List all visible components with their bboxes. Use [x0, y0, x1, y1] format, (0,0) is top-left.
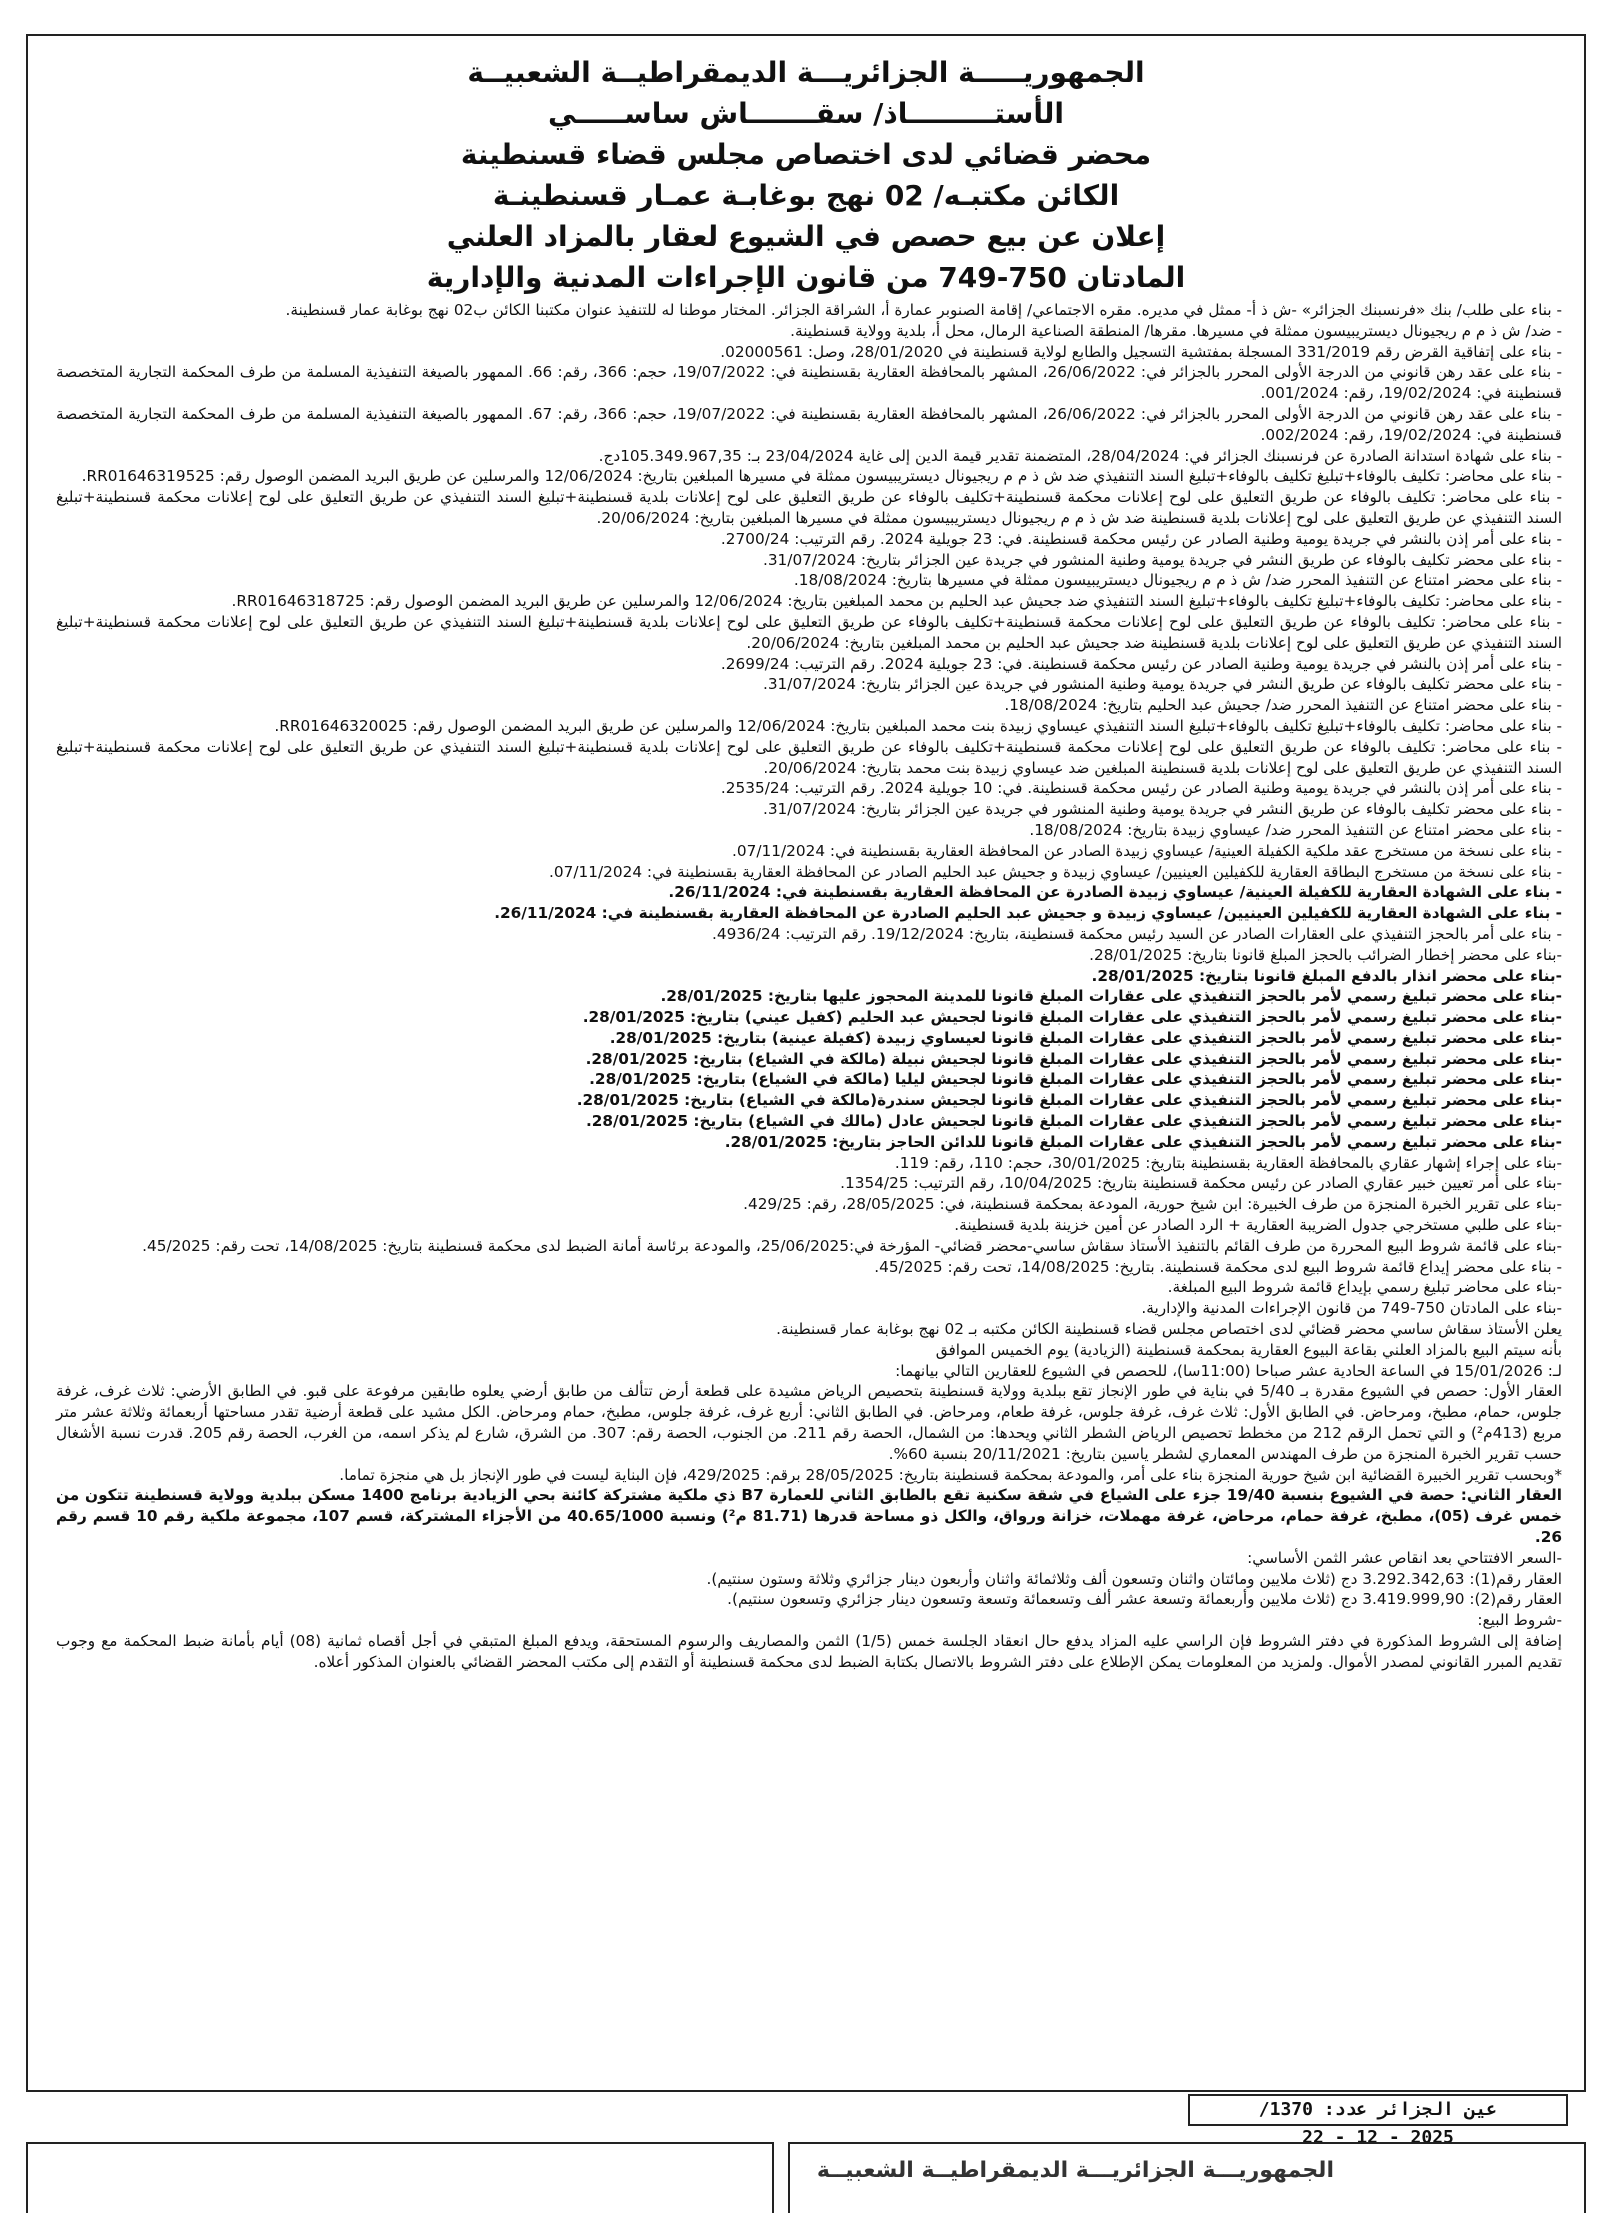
paragraph: - بناء على أمر إذن بالنشر في جريدة يومية وطنية الصادر عن رئيس محكمة قسنطينة. في: 23 جويلية 2024. رقم الترتيب: 2700/24. — [720, 529, 1562, 548]
header-announcement-title: إعلان عن بيع حصص في الشيوع لعقار بالمزاد العلني — [446, 220, 1166, 253]
paragraph: -بناء على طلبي مستخرجي جدول الضريبة العقارية + الرد الصادر عن أمين خزينة بلدية قسنطينة. — [954, 1216, 1562, 1235]
paragraph: - بناء على محاضر: تكليف بالوفاء+تبليغ تكليف بالوفاء+تبليغ السند التنفيذي ضد ش ذ م م ريجيونال ديستريبيسون ممثلة في مسيرها المبلغين بتاريخ: 12/06/2024 والمرسلين عن طريق البريد المضمن الوصول رقم: RR01646319525. — [81, 467, 1562, 486]
paragraph: -بناء على محضر إخطار الضرائب بالحجز المبلغ قانونا بتاريخ: 28/01/2025. — [1089, 945, 1562, 964]
paragraph: -بناء على إجراء إشهار عقاري بالمحافظة العقارية بقسنطينة بتاريخ: 30/01/2025، حجم: 110، رقم: 119. — [894, 1153, 1562, 1172]
paragraph: -بناء على محضر تبليغ رسمي لأمر بالحجز التنفيذي على عقارات المبلغ قانونا لعيساوي زبيدة (كفيلة عينية) بتاريخ: 28/01/2025. — [609, 1028, 1562, 1047]
paragraph: -بناء على محضر تبليغ رسمي لأمر بالحجز التنفيذي على عقارات المبلغ قانونا للمدينة المحجوز عليها بتاريخ: 28/01/2025. — [660, 987, 1562, 1006]
paragraph: - بناء على شهادة استدانة الصادرة عن فرنسبنك الجزائر في: 28/04/2024، المتضمنة تقدير قيمة الدين إلى غاية 23/04/2024 بـ: 105.349.967,35دج. — [598, 446, 1562, 465]
paragraph: *وبحسب تقرير الخبيرة القضائية ابن شيخ حورية المنجزة بناء على أمر، والمودعة بمحكمة قسنطينة بتاريخ: 28/05/2025 برقم: 429/2025، فإن البناية ليست في طور الإنجاز بل هي منجزة تماما. — [339, 1465, 1562, 1484]
paragraph: - بناء على محضر تكليف بالوفاء عن طريق النشر في جريدة يومية وطنية المنشور في جريدة عين الجزائر بتاريخ: 31/07/2024. — [762, 675, 1562, 694]
paragraph: إضافة إلى الشروط المذكورة في دفتر الشروط فإن الراسي عليه المزاد يدفع حال انعقاد الجلسة خمس (1/5) الثمن والمصاريف والرسوم المستحقة، ويدفع المبلغ المتبقي في أجل أقصاه ثمانية (08) أيام بأمانة ضبط المحكمة مع وجوب تقديم المبرر القانوني لمصدر الأموال. ولمزيد من المعلومات يمكن الإطلاع على دفتر الشروط بالاتصال بكتابة الضبط لدى محكمة قسنطينة أو التقدم إلى مكتب المحضر القضائي بالعنوان المذكور أعلاه. — [56, 1632, 1562, 1671]
paragraph: - بناء على محاضر: تكليف بالوفاء+تبليغ تكليف بالوفاء+تبليغ السند التنفيذي عيساوي زبيدة بنت محمد المبلغين بتاريخ: 12/06/2024 والمرسلين عن طريق البريد المضمن الوصول رقم: RR01646320025. — [274, 716, 1562, 735]
paragraph: -بناء على محضر تبليغ رسمي لأمر بالحجز التنفيذي على عقارات المبلغ قانونا لجحيش عادل (مالك في الشياع) بتاريخ: 28/01/2025. — [585, 1112, 1562, 1131]
paragraph: - بناء على أمر بالحجز التنفيذي على العقارات الصادر عن السيد رئيس محكمة قسنطينة، بتاريخ: 19/12/2024. رقم الترتيب: 4936/24. — [712, 924, 1562, 943]
paragraph: - ضد/ ش ذ م م ريجيونال ديستريبيسون ممثلة في مسيرها. مقرها/ المنطقة الصناعية الرمال، محل أ، بلدية وولاية قسنطينة. — [790, 321, 1562, 340]
paragraph: - بناء على محضر إيداع قائمة شروط البيع لدى محكمة قسنطينة. بتاريخ: 14/08/2025، تحت رقم: 45/2025. — [874, 1257, 1562, 1276]
paragraph: العقار الثاني: حصة في الشيوع بنسبة 19/40 جزء على الشياع في شقة سكنية تقع بالطابق الثاني للعمارة B7 ذي ملكية مشتركة كائنة بحي الزيادية برنامج 1400 مسكن ببلدية وولاية قسنطينة تتكون من خمس غرف (05)، مطبخ، غرفة حمام، مرحاض، غرفة مهملات، خزانة ورواق، والكل ذو مساحة قدرها (81.71 م²) ونسبة 40.65/1000 من الأجزاء المشتركة، قسم 107، مجموعة ملكية رقم 10 قسم رقم 26. — [56, 1486, 1562, 1547]
paragraph: - بناء على طلب/ بنك «فرنسبنك الجزائر» -ش ذ أ- ممثل في مديره. مقره الاجتماعي/ إقامة الصنوبر عمارة أ، الشراقة الجزائر. المختار موطنا له للتنفيذ عنوان مكتبنا الكائن ب02 نهج بوغابة عمار قسنطينة. — [285, 301, 1562, 319]
next-header-fragment: الجمهوريـــة الجزائريـــة الديمقراطيــة الشعبيــة — [816, 2158, 1334, 2183]
paragraph: - بناء على عقد رهن قانوني من الدرجة الأولى المحرر بالجزائر في: 26/06/2022، المشهر بالمحافظة العقارية بقسنطينة في: 19/07/2022، حجم: 366، رقم: 66. الممهور بالصيغة التنفيذية المسلمة من طرف المحكمة التجارية المتخصصة قسنطينة في: 19/02/2024، رقم: 001/2024. — [56, 363, 1563, 403]
paragraph: - بناء على محاضر: تكليف بالوفاء عن طريق التعليق على لوح إعلانات محكمة قسنطينة+تكليف بالوفاء عن طريق التعليق على لوح إعلانات بلدية قسنطينة+تبليغ السند التنفيذي عن طريق التعليق على لوح إعلانات محكمة قسنطينة+تبليغ السند التنفيذي عن طريق التعليق على لوح إعلانات بلدية قسنطينة ضد ش ذ م م ريجيونال ديستريبيسون ممثلة في مسيرها المبلغين بتاريخ: 20/06/2024. — [56, 488, 1562, 527]
paragraph: العقار رقم(2): 3.419.999,90 دج (ثلاث ملايين وأربعمائة وتسعة عشر ألف وتسعمائة وتسعة وتسعون دينار جزائري وتسعون سنتيم). — [727, 1590, 1562, 1609]
header-office-address: الكائن مكتبـه/ 02 نهج بوغابـة عمـار قسنطينـة — [492, 179, 1120, 212]
next-announcement-frame-left — [26, 2142, 774, 2213]
footer-date: 2025 - 12 - 22 — [1302, 2127, 1454, 2148]
paragraph: -بناء على محضر تبليغ رسمي لأمر بالحجز التنفيذي على عقارات المبلغ قانونا للدائن الحاجز بتاريخ: 28/01/2025. — [724, 1132, 1562, 1151]
header-bailiff-title: محضر قضائي لدى اختصاص مجلس قضاء قسنطينة — [460, 138, 1152, 171]
footer-issue: 1370 — [1269, 2099, 1313, 2120]
paragraph: -بناء على تقرير الخبرة المنجزة من طرف الخبيرة: ابن شيخ حورية، المودعة بمحكمة قسنطينة، في: 28/05/2025، رقم: 429/25. — [743, 1195, 1562, 1214]
paragraph: يعلن الأستاذ سقاش ساسي محضر قضائي لدى اختصاص مجلس قضاء قسنطينة الكائن مكتبه بـ 02 نهج بوغابة عمار قسنطينة. — [776, 1320, 1562, 1339]
paragraph: - بناء على أمر إذن بالنشر في جريدة يومية وطنية الصادر عن رئيس محكمة قسنطينة. في: 23 جويلية 2024. رقم الترتيب: 2699/24. — [720, 654, 1562, 673]
paragraph: -بناء على أمر تعيين خبير عقاري الصادر عن رئيس محكمة قسنطينة بتاريخ: 10/04/2025، رقم الترتيب: 1354/25. — [840, 1174, 1562, 1193]
announcement-frame — [26, 34, 1586, 2092]
newspaper-footer: عين الجزائر عدد: 1370/ 2025 - 12 - 22 — [1188, 2094, 1568, 2126]
paragraph: - بناء على محضر امتناع عن التنفيذ المحرر ضد/ ش ذ م م ريجيونال ديستريبيسون ممثلة في مسيرها بتاريخ: 18/08/2024. — [793, 571, 1562, 590]
paragraph: -بناء على محاضر تبليغ رسمي بإيداع قائمة شروط البيع المبلغة. — [1167, 1278, 1562, 1297]
paragraph: - بناء على محضر تكليف بالوفاء عن طريق النشر في جريدة يومية وطنية المنشور في جريدة عين الجزائر بتاريخ: 31/07/2024. — [762, 550, 1562, 569]
paragraph: -بناء على محضر تبليغ رسمي لأمر بالحجز التنفيذي على عقارات المبلغ قانونا لجحيش سندرة(مالكة في الشياع) بتاريخ: 28/01/2025. — [576, 1091, 1562, 1110]
paragraph: -بناء على محضر انذار بالدفع المبلغ قانونا بتاريخ: 28/01/2025. — [1091, 966, 1562, 985]
paragraph: -بناء على محضر تبليغ رسمي لأمر بالحجز التنفيذي على عقارات المبلغ قانونا لجحيش عبد الحليم (كفيل عيني) بتاريخ: 28/01/2025. — [582, 1008, 1562, 1027]
paragraph: - بناء على محاضر: تكليف بالوفاء عن طريق التعليق على لوح إعلانات محكمة قسنطينة+تكليف بالوفاء عن طريق التعليق على لوح إعلانات بلدية قسنطينة+تبليغ السند التنفيذي عن طريق التعليق على لوح إعلانات محكمة قسنطينة+تبليغ السند التنفيذي عن طريق التعليق على لوح إعلانات بلدية قسنطينة المبلغين ضد عيساوي زبيدة بنت محمد بتاريخ: 20/06/2024. — [56, 737, 1562, 777]
paragraph: - بناء على عقد رهن قانوني من الدرجة الأولى المحرر بالجزائر في: 26/06/2022، المشهر بالمحافظة العقارية بقسنطينة في: 19/07/2022، حجم: 366، رقم: 67. الممهور بالصيغة التنفيذية المسلمة من طرف المحكمة التجارية المتخصصة قسنطينة في: 19/02/2024، رقم: 002/2024. — [56, 404, 1563, 444]
paragraph: - بناء على أمر إذن بالنشر في جريدة يومية وطنية الصادر عن رئيس محكمة قسنطينة. في: 10 جويلية 2024. رقم الترتيب: 2535/24. — [720, 779, 1562, 798]
paragraph: - بناء على محاضر: تكليف بالوفاء+تبليغ تكليف بالوفاء+تبليغ السند التنفيذي ضد جحيش عبد الحليم بن محمد المبلغين بتاريخ: 12/06/2024 والمرسلين عن طريق البريد المضمن الوصول رقم: RR01646318725. — [231, 592, 1562, 611]
paragraph: -بناء على محضر تبليغ رسمي لأمر بالحجز التنفيذي على عقارات المبلغ قانونا لجحيش ليليا (مالكة في الشياع) بتاريخ: 28/01/2025. — [589, 1070, 1562, 1089]
paragraph: - بناء على محضر امتناع عن التنفيذ المحرر ضد/ عيساوي زبيدة بتاريخ: 18/08/2024. — [1029, 820, 1562, 839]
paragraph: - بناء على الشهادة العقارية للكفيلين العينيين/ عيساوي زبيدة و جحيش عبد الحليم الصادرة عن المحافظة العقارية بقسنطينة في: 26/11/2024. — [494, 904, 1562, 923]
paragraph: - بناء على نسخة من مستخرج البطاقة العقارية للكفيلين العينيين/ عيساوي زبيدة و جحيش عبد الحليم الصادر عن المحافظة العقارية بقسنطينة في: 07/11/2024. — [549, 862, 1562, 881]
next-announcement-frame-right — [788, 2142, 1586, 2213]
header-republic: الجمهوريـــــة الجزائريـــة الديمقراطيــة الشعبيــة — [467, 56, 1145, 89]
paragraph: لـ: 15/01/2026 في الساعة الحادية عشر صباحا (11:00سا)، للحصص في الشيوع للعقارين التالي بيانهما: — [895, 1361, 1562, 1380]
paragraph: -السعر الافتتاحي بعد انقاص عشر الثمن الأساسي: — [1247, 1548, 1562, 1567]
paragraph: - بناء على إتفاقية القرض رقم 331/2019 المسجلة بمفتشية التسجيل والطابع لولاية قسنطينة في 28/01/2020، وصل: 02000561. — [720, 342, 1562, 361]
paragraph: بأنه سيتم البيع بالمزاد العلني بقاعة البيوع العقارية بمحكمة قسنطينة (الزيادية) يوم الخميس الموافق — [935, 1340, 1562, 1359]
paragraph: - بناء على الشهادة العقارية للكفيلة العينية/ عيساوي زبيدة الصادرة عن المحافظة العقارية بقسنطينة في: 26/11/2024. — [668, 883, 1562, 902]
paragraph: - بناء على محاضر: تكليف بالوفاء عن طريق التعليق على لوح إعلانات محكمة قسنطينة+تكليف بالوفاء عن طريق التعليق على لوح إعلانات بلدية قسنطينة+تبليغ السند التنفيذي عن طريق التعليق على لوح إعلانات محكمة قسنطينة+تبليغ السند التنفيذي عن طريق التعليق على لوح إعلانات بلدية قسنطينة ضد جحيش عبد الحليم بن محمد المبلغين بتاريخ: 20/06/2024. — [56, 612, 1562, 652]
paragraph: العقار الأول: حصص في الشيوع مقدرة بـ 5/40 في بناية في طور الإنجاز تقع ببلدية وولاية قسنطينة بتحصيص الرياض مشيدة على قطعة أرض تتألف من طابق أرضي يعلوه طابقين مرفوعة على قبو. في الطابق الأرضي: ثلاث غرف، غرفة جلوس، حمام، مطبخ، ومرحاض. في الطابق الأول: ثلاث غرف، غرفة جلوس، غرفة طعام، ومرحاض. في الطابق الثاني: أربع غرف، غرفة جلوس، مطبخ، حمام ومرحاض. الكل مشيد على قطعة أرضية تقدر مساحتها أربعمائة وثلاثة عشر متر مربع (413م²) و التي تحمل الرقم 212 من مخطط تحصيص الرياض الشطر الثاني ويحدها: من الشمال، الحصة رقم 211. من الجنوب، الحصة رقم: 307. من الشرق، شارع لم يذكر اسمه، من الغرب، الحصة رقم 205. قدرت نسبة الأشغال حسب تقرير الخبرة المنجزة من طرف المهندس المعماري لشطر ياسين بتاريخ: 20/11/2021 بنسبة 60%. — [56, 1382, 1562, 1463]
document-header — [28, 52, 1584, 298]
header-legal-articles: المادتان 750-749 من قانون الإجراءات المدنية والإدارية — [426, 261, 1186, 294]
paragraph: -بناء على المادتان 750-749 من قانون الإجراءات المدنية والإدارية. — [1141, 1299, 1562, 1318]
header-bailiff-name: الأستـــــــــاذ/ سقـــــــاش ساســـــي — [548, 97, 1064, 130]
paragraph: - بناء على نسخة من مستخرج عقد ملكية الكفيلة العينية/ عيساوي زبيدة الصادر عن المحافظة العقارية بقسنطينة في: 07/11/2024. — [732, 841, 1562, 860]
paragraph: -بناء على محضر تبليغ رسمي لأمر بالحجز التنفيذي على عقارات المبلغ قانونا لجحيش نبيلة (مالكة في الشياع) بتاريخ: 28/01/2025. — [585, 1049, 1562, 1068]
paragraph: -شروط البيع: — [1477, 1611, 1562, 1630]
paragraph: - بناء على محضر امتناع عن التنفيذ المحرر ضد/ جحيش عبد الحليم بتاريخ: 18/08/2024. — [1004, 696, 1562, 715]
paragraph: العقار رقم(1): 3.292.342,63 دج (ثلاث ملايين ومائتان واثنان وتسعون ألف وثلاثمائة واثنان وأربعون دينار جزائري وثلاثة وستون سنتيم). — [706, 1569, 1562, 1588]
paragraph: - بناء على محضر تكليف بالوفاء عن طريق النشر في جريدة يومية وطنية المنشور في جريدة عين الجزائر بتاريخ: 31/07/2024. — [762, 800, 1562, 819]
footer-label: عين الجزائر عدد — [1334, 2099, 1498, 2120]
paragraph: -بناء على قائمة شروط البيع المحررة من طرف القائم بالتنفيذ الأستاذ سقاش ساسي-محضر قضائي- المؤرخة في:25/06/2025، والمودعة برئاسة أمانة الضبط لدى محكمة قسنطينة بتاريخ: 14/08/2025، تحت رقم: 45/2025. — [142, 1236, 1562, 1255]
